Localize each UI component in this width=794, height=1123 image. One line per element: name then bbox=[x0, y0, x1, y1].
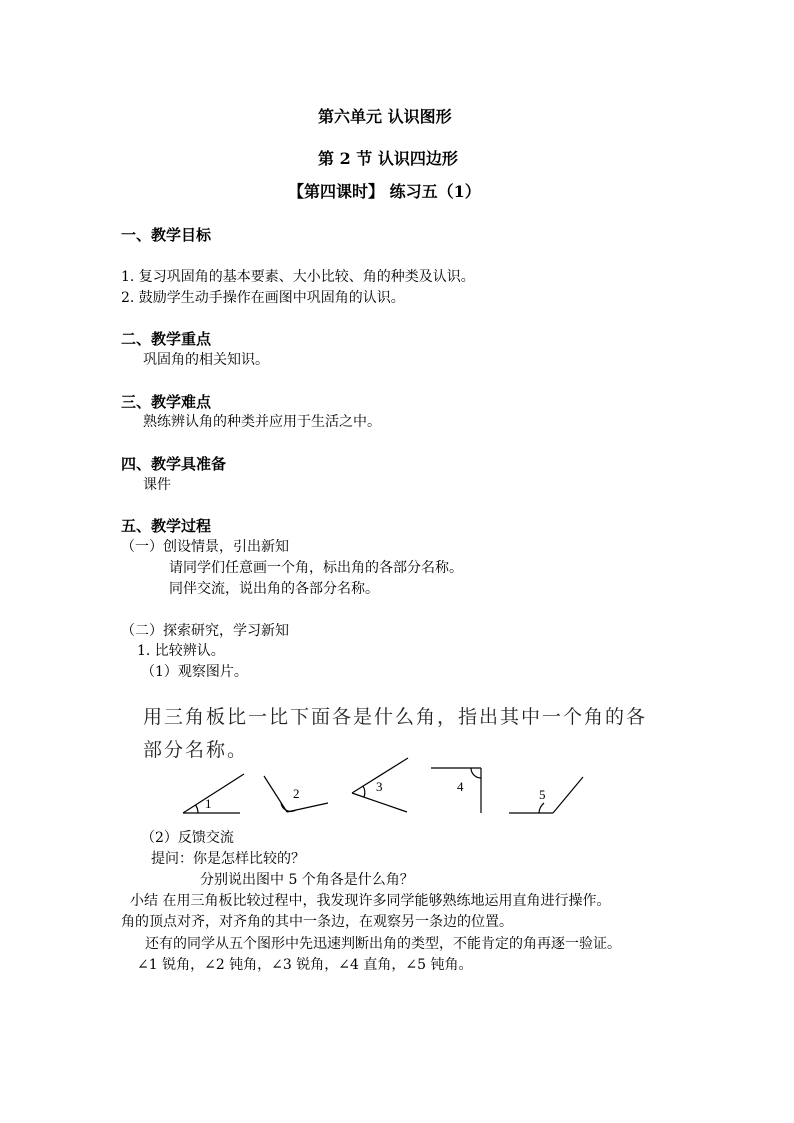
materials-text: 课件 bbox=[143, 477, 171, 493]
part1-line-1: 请同学们任意画一个角，标出角的各部分名称。 bbox=[169, 560, 463, 576]
angle-label-3: 3 bbox=[376, 779, 383, 794]
goals-item-1: 1. 复习巩固角的基本要素、大小比较、角的种类及认识。 bbox=[121, 269, 475, 285]
figure-prompt-line-1: 用三角板比一比下面各是什么角，指出其中一个角的各 bbox=[143, 706, 648, 728]
process-heading: 五、教学过程 bbox=[121, 517, 212, 535]
difficulty-text: 熟练辨认角的种类并应用于生活之中。 bbox=[143, 414, 381, 430]
feedback-title: （2）反馈交流 bbox=[141, 830, 234, 846]
materials-heading: 四、教学具准备 bbox=[121, 455, 227, 473]
key-text: 巩固角的相关知识。 bbox=[143, 352, 269, 368]
summary-line-1: 小结 在用三角板比较过程中，我发现许多同学能够熟练地运用直角进行操作。 bbox=[130, 893, 611, 909]
part2-observe: （1）观察图片。 bbox=[141, 664, 248, 680]
question-1: 提问：你是怎样比较的？ bbox=[151, 851, 305, 867]
summary-line-2: 角的顶点对齐，对齐角的其中一条边，在观察另一条边的位置。 bbox=[121, 914, 513, 930]
part1-line-2: 同伴交流，说出角的各部分名称。 bbox=[169, 581, 379, 597]
question-2: 分别说出图中 5 个角各是什么角？ bbox=[200, 872, 414, 888]
angle-4 bbox=[431, 768, 481, 813]
angle-3 bbox=[352, 758, 408, 812]
section-title: 第 2 节 认识四边形 bbox=[318, 149, 458, 168]
angle-2 bbox=[264, 776, 328, 812]
figure-prompt-line-2: 部分名称。 bbox=[143, 739, 249, 761]
part2-title: （二）探索研究，学习新知 bbox=[121, 623, 289, 639]
part1-title: （一）创设情景，引出新知 bbox=[121, 539, 289, 555]
key-heading: 二、教学重点 bbox=[121, 330, 212, 348]
angle-label-4: 4 bbox=[457, 779, 464, 794]
goals-heading: 一、教学目标 bbox=[121, 226, 212, 244]
summary-line-3: 还有的同学从五个图形中先迅速判断出角的类型，不能肯定的角再逐一验证。 bbox=[145, 936, 621, 952]
angle-label-5: 5 bbox=[539, 787, 546, 802]
summary-line-4: ∠1 锐角，∠2 钝角，∠3 锐角，∠4 直角，∠5 钝角。 bbox=[137, 957, 473, 973]
difficulty-heading: 三、教学难点 bbox=[121, 393, 212, 411]
goals-item-2: 2. 鼓励学生动手操作在画图中巩固角的认识。 bbox=[121, 290, 405, 306]
angle-5 bbox=[509, 777, 583, 813]
angle-label-2: 2 bbox=[293, 786, 300, 801]
part2-step: 1. 比较辨认。 bbox=[137, 643, 225, 659]
unit-title: 第六单元 认识图形 bbox=[318, 107, 452, 126]
angle-1 bbox=[183, 774, 244, 813]
angle-label-1: 1 bbox=[205, 796, 212, 811]
lesson-title: 【第四课时】 练习五（1） bbox=[288, 182, 481, 201]
